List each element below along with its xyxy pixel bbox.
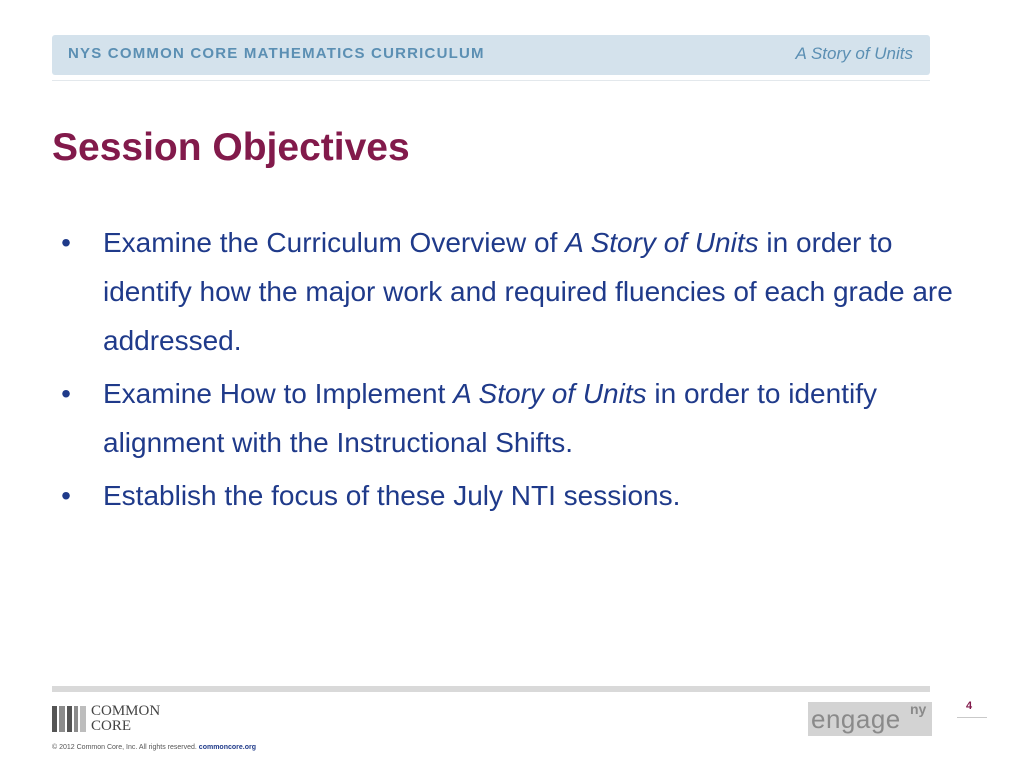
objective-text xyxy=(103,227,953,356)
objective-item-1 xyxy=(52,218,972,365)
common-core-logo-text xyxy=(91,704,160,734)
page-number-underline xyxy=(957,717,987,718)
engage-ny-superscript: ny xyxy=(910,702,927,717)
bullet-icon: • xyxy=(61,378,71,409)
engage-wordmark: engage xyxy=(811,704,901,734)
objective-text-part: Examine How to Implement xyxy=(103,378,454,409)
page-number: 4 xyxy=(966,700,973,712)
copyright-text: © 2012 Common Core, Inc. All rights reserved. xyxy=(52,744,197,751)
logo-line-1: COMMON xyxy=(91,703,161,719)
copyright-link[interactable]: commoncore.org xyxy=(198,744,256,751)
objective-emphasis: A Story of Units xyxy=(453,378,647,409)
header-divider xyxy=(52,80,930,81)
header-bar xyxy=(52,35,930,75)
copyright-notice xyxy=(52,744,256,751)
objective-text-part: in order to identify how the major work and required fluencies of each grade are addressed. xyxy=(103,227,953,356)
logo-line-2: CORE xyxy=(91,718,132,734)
objective-text-part: Establish the focus of these July NTI sessions. xyxy=(103,480,681,511)
objective-text-part: in order to identify alignment with the Instructional Shifts. xyxy=(103,378,877,458)
footer-divider xyxy=(52,686,930,692)
objective-item-3 xyxy=(52,471,972,520)
module-subtitle: A Story of Units xyxy=(795,44,913,63)
objective-text xyxy=(103,378,877,458)
curriculum-title: NYS COMMON CORE MATHEMATICS CURRICULUM xyxy=(68,45,485,62)
common-core-logo-icon xyxy=(52,706,86,732)
slide-title: Session Objectives xyxy=(52,126,410,169)
objective-text-part: Examine the Curriculum Overview of xyxy=(103,227,566,258)
objectives-list xyxy=(52,218,972,524)
objective-text xyxy=(103,480,680,511)
bullet-icon: • xyxy=(61,480,71,511)
engageny-logo xyxy=(808,702,932,736)
bullet-icon: • xyxy=(61,227,71,258)
objective-item-2 xyxy=(52,369,972,467)
objective-emphasis: A Story of Units xyxy=(565,227,759,258)
